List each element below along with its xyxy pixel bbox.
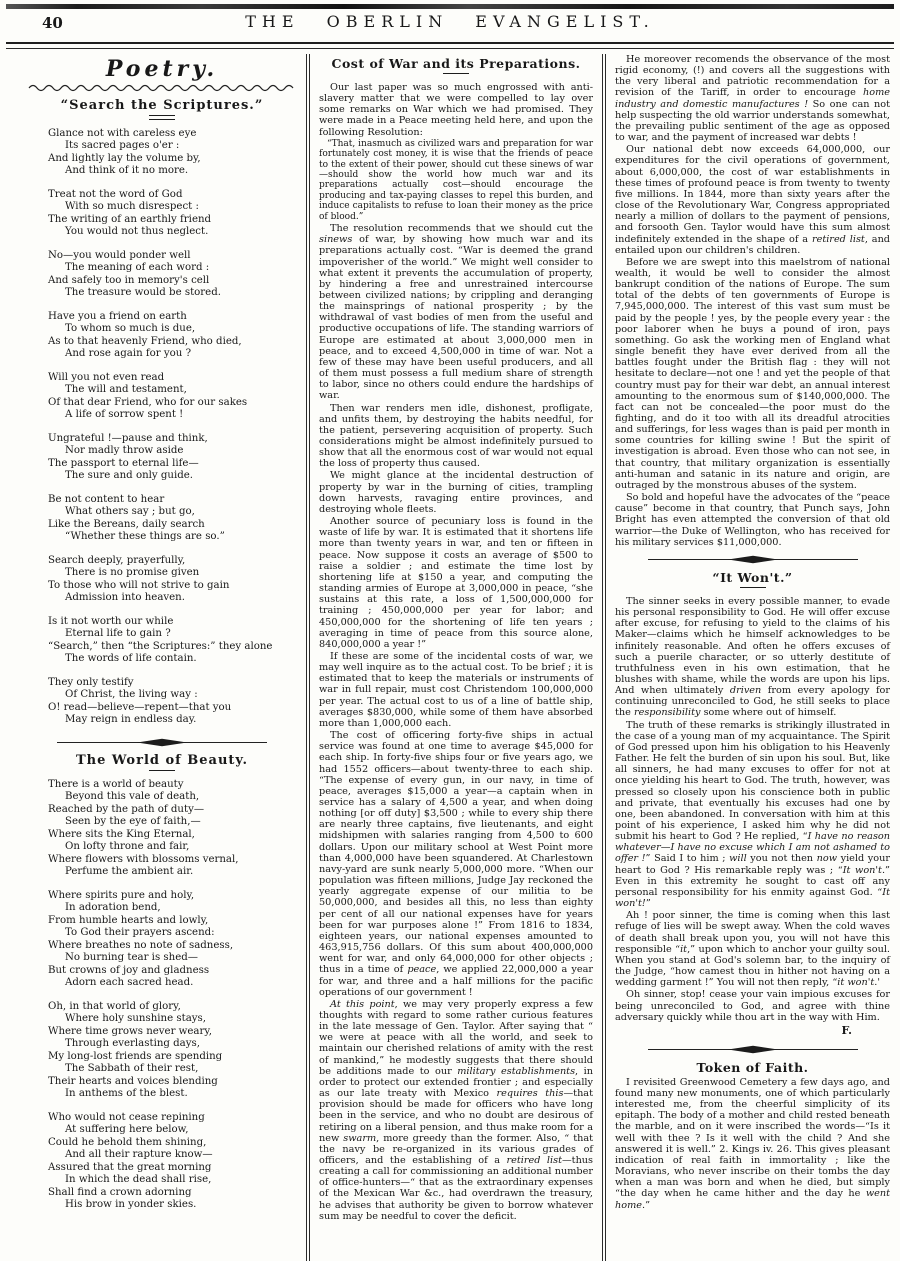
masthead-title: THE OBERLIN EVANGELIST. <box>245 12 655 31</box>
poem-stanza <box>48 779 298 879</box>
top-border-rule <box>6 4 894 9</box>
poem-line: And think of it no more. <box>65 165 189 176</box>
poem-line: And lightly lay the volume by, <box>48 152 201 164</box>
poem-line: Like the Bereans, daily search <box>48 518 205 530</box>
poem-line: Be not content to hear <box>48 493 165 505</box>
poem-line: My long-lost friends are spending <box>48 1050 223 1062</box>
poem-line: Will you not even read <box>48 371 165 383</box>
masthead-double-rule <box>6 42 894 49</box>
poem-line: Of Christ, the living way : <box>65 689 198 700</box>
poem-stanza <box>48 433 298 483</box>
title-rule <box>149 115 175 120</box>
paragraph: Then war renders men idle, dishonest, profligate, and unfits them, by destroying the habits needful, for the patient, persevering acquisition of property. Such considerations might be almost indefinitely pursued to show that all the enormous cost of war would not equal the loss of property thus caused. <box>319 402 593 470</box>
poem-line: Have you a friend on earth <box>48 310 187 322</box>
diamond-rule-icon <box>648 1045 858 1054</box>
poem-line: “Whether these things are so.” <box>65 531 225 542</box>
poem-line: Its sacred pages o'er : <box>65 140 180 151</box>
poem-line: But crowns of joy and gladness <box>48 964 210 976</box>
column-poetry <box>26 54 306 1261</box>
poem-line: And all their rapture know— <box>65 1149 213 1160</box>
poem-line: Of that dear Friend, who for our sakes <box>48 396 248 408</box>
poem-line: To whom so much is due, <box>65 323 196 334</box>
poem-line: No burning tear is shed— <box>65 952 198 963</box>
article-body-it-wont <box>615 596 890 1023</box>
poem-line: They only testify <box>48 676 134 688</box>
section-title-poetry: Poetry. <box>105 56 219 82</box>
title-rule <box>149 770 175 771</box>
poem-line: Beyond this vale of death, <box>65 791 200 802</box>
poem-line: The treasure would be stored. <box>65 287 221 298</box>
poem-line: Where spirits pure and holy, <box>48 889 195 901</box>
poem-stanza <box>48 494 298 544</box>
paragraph: Ah ! poor sinner, the time is coming when this last refuge of lies will be swept away. When the cold waves of death shall break upon you, you will not have this responsible “it,” upon which to anchor your guilty soul. When you stand at God's solemn bar, to the inquiry of the Judge, “how camest thou in hither not having on a wedding garment !” You will not then reply, “it won't.' <box>615 910 890 989</box>
poem-stanza <box>48 890 298 990</box>
poem-stanza <box>48 1001 298 1101</box>
poem-line: Treat not the word of God <box>48 188 183 200</box>
poem-line: There is no promise given <box>65 567 200 578</box>
paragraph: “That, inasmuch as civilized wars and preparation for war fortunately cost money, it is wise that the friends of peace to the extent of their power, should cut these sinews of war—should show the world how much war and its preparations actually cost—should encourage the producing and tax-paying classes to repel this burden, and induce capitalists to refuse to loan their money as the price of blood.” <box>319 138 593 222</box>
poem-line: Ungrateful !—pause and think, <box>48 432 208 444</box>
paragraph: If these are some of the incidental costs of war, we may well inquire as to the actual cost. To be brief ; it is estimated that to keep the materials or instruments of war in full repair, must cost Christendom 100,000,000 per year. The actual cost to us of a line of battle ship, averages $830,000, while some of them have absorbed more than 1,000,000 each. <box>319 650 593 729</box>
paragraph: Another source of pecuniary loss is found in the waste of life by war. It is estimated that it shortens life more than twenty years in war, and ten or fifteen in peace. Now suppose it costs an average of $500 to raise a soldier ; and estimate the time lost by shortening life at $150 a year, and computing the standing armies of Europe at 3,000,000 in peace, “she sustains at this rate, a loss of 1,500,000,000 for training ; 450,000,000 per year for labor; and 450,000,000 for the shortening of life ten years ; averaging in time of peace from this source alone, 840,000,000 a year !” <box>319 516 593 650</box>
paragraph: I revisited Greenwood Cemetery a few days ago, and found many new monuments, one of which particularly interested me, from the cheerful simplicity of its epitaph. The body of a mother and child rested beneath the marble, and on it were inscribed the words—“Is it well with thee ? Is it well with the child ? And she answered it is well.” 2. Kings iv. 26. This gives pleasant indication of real faith in immortality ; like the Moravians, who never inscribe on their tombs the day when a man was born and when he died, but simply “the day when he came hither and the day he went home.” <box>615 1076 890 1211</box>
poem-line: Where flowers with blossoms vernal, <box>48 853 239 865</box>
poem-line: Is it not worth our while <box>48 615 174 627</box>
poem-line: No—you would ponder well <box>48 249 191 261</box>
poem-line: Nor madly throw aside <box>65 445 184 456</box>
poem-line: As to that heavenly Friend, who died, <box>48 335 242 347</box>
poem-line: Where breathes no note of sadness, <box>48 939 234 951</box>
poem-line: At suffering here below, <box>65 1124 189 1135</box>
poem-line: In which the dead shall rise, <box>65 1174 212 1185</box>
diamond-rule-icon <box>648 555 858 564</box>
poem-line: His brow in yonder skies. <box>65 1199 197 1210</box>
poem-search-the-scriptures <box>26 128 298 727</box>
poem-line: May reign in endless day. <box>65 714 197 725</box>
wavy-rule-icon <box>28 83 296 92</box>
article-title-cost-of-war: Cost of War and its Preparations. <box>331 56 581 71</box>
poem-line: Who would not cease repining <box>48 1111 205 1123</box>
poem-line: What others say ; but go, <box>65 506 195 517</box>
poem-title-world-of-beauty: The World of Beauty. <box>75 752 249 768</box>
poem-world-of-beauty <box>26 779 298 1212</box>
poem-line: Assured that the great morning <box>48 1161 212 1173</box>
poem-line: From humble hearts and lowly, <box>48 914 209 926</box>
poem-line: Eternal life to gain ? <box>65 628 171 639</box>
poem-line: Admission into heaven. <box>65 592 185 603</box>
poem-stanza <box>48 616 298 666</box>
author-signature: F. <box>841 1023 852 1037</box>
poem-line: Reached by the path of duty— <box>48 803 205 815</box>
paragraph: He moreover recomends the observance of the most rigid economy, (!) and covers all the suggestions with the very liberal and patriotic recommendation for a revision of the Tariff, in order to encourage home industry and domestic manufactures ! So one can not help suspecting the old warrior understands somewhat, the prevailing public sentiment of the age as opposed to war, and the payment of increased war debts ! <box>615 54 890 144</box>
poem-line: Adorn each sacred head. <box>65 977 194 988</box>
poem-line: There is a world of beauty <box>48 778 184 790</box>
diamond-rule-icon <box>57 738 267 747</box>
page-columns <box>0 49 900 1261</box>
poem-line: Could he behold them shining, <box>48 1136 207 1148</box>
title-rule <box>740 587 766 588</box>
poem-line: On lofty throne and fair, <box>65 841 190 852</box>
poem-line: “Search,” then “the Scriptures:” they alone <box>48 640 273 652</box>
poem-line: Through everlasting days, <box>65 1038 200 1049</box>
article-body-cost-of-war <box>319 82 593 1222</box>
poem-line: Where sits the King Eternal, <box>48 828 195 840</box>
article-title-token-of-faith: Token of Faith. <box>696 1059 809 1075</box>
article-body-token-of-faith <box>615 1077 890 1211</box>
poem-line: Seen by the eye of faith,— <box>65 816 201 827</box>
paragraph: Our national debt now exceeds 64,000,000, our expenditures for the civil operations of government, about 6,000,000, the cost of war establishments in these times of profound peace is from twenty to twenty five millions. In 1844, more than sixty years after the close of the Revolutionary War, Congress appropriated nearly a million of dollars to the payment of pensions, and forsooth Gen. Taylor would have this sum almost indefinitely extended in the shape of a retired list, and entailed upon our children's children. <box>615 144 891 256</box>
poem-line: To those who will not strive to gain <box>48 579 230 591</box>
poem-line: Their hearts and voices blending <box>48 1075 218 1087</box>
poem-line: The will and testament, <box>65 384 187 395</box>
poem-line: Where time grows never weary, <box>48 1025 213 1037</box>
poem-line: The words of life contain. <box>65 653 197 664</box>
poem-stanza <box>48 128 298 178</box>
poem-line: In adoration bend, <box>65 902 161 913</box>
paragraph: The sinner seeks in every possible manner, to evade his personal responsibility to God. He will offer excuse after excuse, for refusing to yield to the claims of his Maker—claims which he himself acknowledges to be infinitely reasonable. And often he offers excuses of such a puerile character, or so utterly destitute of truthfulness even in his own estimation, that he blushes with shame, while the words are upon his lips. And when ultimately driven from every apology for continuing unreconciled to God, he still seeks to place the responsibility some where out of himself. <box>615 595 890 719</box>
poem-line: Perfume the ambient air. <box>65 866 194 877</box>
title-rule <box>443 73 469 74</box>
poem-line: The meaning of each word : <box>65 262 210 273</box>
poem-stanza <box>48 372 298 422</box>
poem-stanza <box>48 677 298 727</box>
poem-line: The Sabbath of their rest, <box>65 1063 199 1074</box>
poem-stanza <box>48 250 298 300</box>
poem-line: Shall find a crown adorning <box>48 1186 192 1198</box>
poem-line: The passport to eternal life— <box>48 457 199 469</box>
paragraph: Our last paper was so much engrossed with anti-slavery matter that we were compelled to lay over some remarks on War which we had promised. They were made in a Peace meeting held here, and upon the following Resolution: <box>319 82 593 138</box>
page-header <box>0 12 900 39</box>
paragraph: So bold and hopeful have the advocates of the “peace cause” become in that country, that Punch says, John Bright has even attempted the conversion of that old warrior—the Duke of Wellington, who has received for his military services $11,000,000. <box>615 492 890 548</box>
paragraph: Before we are swept into this maelstrom of national wealth, it would be well to consider the almost bankrupt condition of the nations of Europe. The sum total of the debts of ten governments of Europe is 7,945,000,000. The interest of this vast sum must be paid by the people ! yes, by the people every year : the poor laborer when he buys a pound of iron, pays something. Go ask the working men of England what single benefit they have ever derived from all the battles fought under the British flag : they will not hesitate to declare—not one ! and yet the people of that country must pay for their war debt, an annual interest amounting to the enormous sum of $140,000,000. The fact can not be concealed—the poor must do the fighting, and do it too with all its dreadful atrocities and sufferings, for less wages than is paid per month in some countries for killing swine ! But the spirit of investigation is abroad. Even those who can not see, in that country, that military organization is essentially anti-human and satanic in its nature and origin, are outraged by the monstrous abuses of the system. <box>615 256 891 491</box>
poem-stanza <box>48 1112 298 1212</box>
article-continuation-cost-of-war <box>615 54 890 548</box>
poem-line: Where holy sunshine stays, <box>65 1013 206 1024</box>
paragraph: The truth of these remarks is strikingly illustrated in the case of a young man of my acquaintance. The Spirit of God pressed upon him his obligation to his Heavenly Father. He felt the burden of sin upon his soul. But, like all sinners, he had many excuses to offer for not at once yielding his heart to God. The truth, however, was pressed so closely upon his conscience both in public and private, that eventually his excuses had one by one, been abandoned. In conversation with him at this point of his experience, I asked him why he did not submit his heart to God ? He replied, “I have no reason whatever—I have no excuse which I am not ashamed to offer !” Said I to him ; will you not then now yield your heart to God ? His remarkable reply was ; “It won't.” Even in this extremity he sought to cast off any personal responsibility for his enmity against God. “It won't!” <box>615 719 890 910</box>
poem-line: And safely too in memory's cell <box>48 274 210 286</box>
paragraph: The resolution recommends that we should cut the sinews of war, by showing how much war and its preparations actually cost. “War is deemed the grand impoverisher of the world.” We might well consider to what extent it prevents the accumulation of property, by hindering a free and unrestrained intercourse between civilized nations; by crippling and deranging the mainsprings of national prosperity ; by the withdrawal of vast bodies of men from the useful and productive occupations of life. The standing warriors of Europe are estimated at about 3,000,000 men in peace, and to exceed 4,500,000 in time of war. Not a few of these may have been useful producers, and all of them must possess a full medium share of strength to labor, since no others could endure the hardships of war. <box>319 223 593 402</box>
paragraph: We might glance at the incidental destruction of property by war in the burning of cities, trampling down harvests, ravaging entire provinces, and destroying whole fleets. <box>319 470 593 515</box>
paragraph: Oh sinner, stop! cease your vain impious excuses for being unreconciled to God, and agree with thine adversary quickly while thou art in the way with Him. <box>615 989 890 1023</box>
poem-line: And rose again for you ? <box>65 348 192 359</box>
poem-line: To God their prayers ascend: <box>65 927 215 938</box>
poem-stanza <box>48 555 298 605</box>
poem-title-search-the-scriptures: “Search the Scriptures.” <box>60 98 264 113</box>
poem-line: Oh, in that world of glory, <box>48 1000 181 1012</box>
poem-line: In anthems of the blest. <box>65 1088 188 1099</box>
poem-line: The writing of an earthly friend <box>48 213 212 225</box>
paragraph: At this point, we may very properly express a few thoughts with regard to some rather curious features in the late message of Gen. Taylor. After saying that “ we were at peace with all the world, and seek to maintain our cherished relations of amity with the rest of mankind,” he modestly suggests that there should be additions made to our military establishments, in order to protect our extended frontier ; and especially as our late treaty with Mexico requires this—that provision should be made for officers who have long been in the service, and who no doubt are desirous of retiring on a liberal pension, and thus make room for a new swarm, more greedy than the former. Also, “ that the navy be re-organized in its various grades of officers, and the establishing of a retired list—thus creating a call for commissioning an additional number of office-hunters—“ that as the extraordinary expenses of the Mexican War &c., had overdrawn the treasury, he advises that authority be given to borrow whatever sum may be needful to cover the deficit. <box>319 998 594 1222</box>
paragraph: The cost of officering forty-five ships in actual service was found at one time to average $45,000 for each ship. In forty-five ships four or five years ago, we had 1552 officers—about twenty-three to each ship. “The expense of every gun, in our navy, in time of peace, averages $15,000 a year—a captain when in service has a salary of 4,500 a year, and when doing nothing [or off duty] $3,500 ; while to every ship there are nearly three captains, five lieutenants, and eight midshipmen with salaries ranging from 4,500 to 600 dollars. Upon our military school at West Point more than 4,000,000 have been squandered. At Charlestown navy-yard are sunk nearly 5,000,000 more. “When our population was fifteen millions, Judge Jay reckoned the yearly aggregate expense of our militia to be 50,000,000, and besides all this, no less than eighty per cent of all our national expenses have for years been for war purposes alone !” From 1816 to 1834, eighteen years, our national expenses amounted to 463,915,756 dollars. Of this sum about 400,000,000 went for war, and only 64,000,000 for other objects ; thus in a time of peace, we applied 22,000,000 a year for war, and three and a half millions for the pacific operations of our government ! <box>319 730 594 998</box>
poem-stanza <box>48 189 298 239</box>
column-cost-of-war <box>306 54 602 1261</box>
column-three <box>602 54 892 1261</box>
poem-line: With so much disrespect : <box>65 201 199 212</box>
page-number: 40 <box>42 14 63 32</box>
poem-line: Search deeply, prayerfully, <box>48 554 186 566</box>
poem-stanza <box>48 311 298 361</box>
poem-line: Glance not with careless eye <box>48 127 197 139</box>
poem-line: You would not thus neglect. <box>65 226 209 237</box>
poem-line: O! read—believe—repent—that you <box>48 701 232 713</box>
article-title-it-wont: “It Won't.” <box>712 569 793 585</box>
poem-line: The sure and only guide. <box>65 470 194 481</box>
poem-line: A life of sorrow spent ! <box>65 409 184 420</box>
